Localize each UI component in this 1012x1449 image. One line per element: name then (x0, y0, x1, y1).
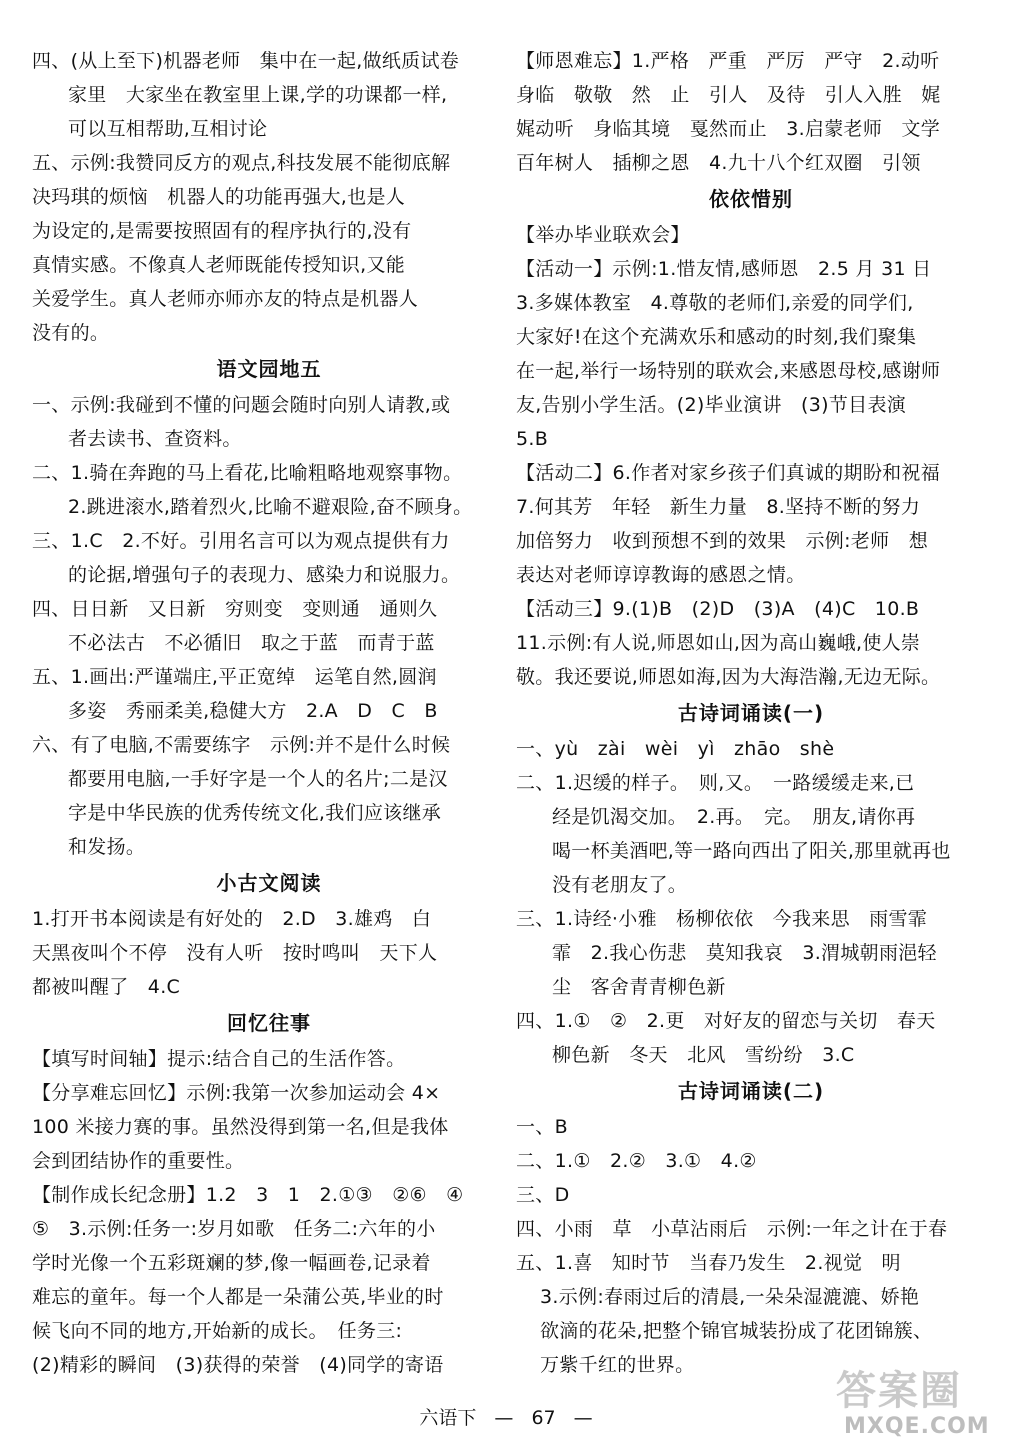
answer-line: 【制作成长纪念册】1.2 3 1 2.①③ ②⑥ ④ (32, 1184, 464, 1206)
watermark-logo (830, 1368, 1000, 1444)
answer-line: 【举办毕业联欢会】 (516, 224, 690, 246)
answer-line: 5.B (516, 428, 549, 450)
answer-line: 百年树人 插柳之恩 4.九十八个红双圈 引领 (516, 152, 921, 174)
answer-line: 真情实感。不像真人老师既能传授知识,又能 (32, 254, 406, 276)
answer-line: 都要用电脑,一手好字是一个人的名片;二是汉 (68, 768, 448, 790)
answer-line: 六、有了电脑,不需要练字 示例:并不是什么时候 (32, 734, 451, 756)
answer-line: 关爱学生。真人老师亦师亦友的特点是机器人 (32, 288, 419, 310)
page-number: 67 (531, 1407, 556, 1429)
answer-line: 加倍努力 收到预想不到的效果 示例:老师 想 (516, 530, 929, 552)
section-heading: 语文园地五 (216, 357, 322, 381)
answer-line: 候飞向不同的地方,开始新的成长。 任务三: (32, 1320, 403, 1342)
footer-label: 六语下 (419, 1407, 477, 1429)
answer-line: 没有老朋友了。 (552, 874, 688, 896)
answer-line: 一、yù zài wèi yì zhāo shè (516, 738, 835, 760)
answer-line: 可以互相帮助,互相讨论 (68, 118, 268, 140)
answer-line: 表达对老师谆谆教诲的感恩之情。 (516, 564, 806, 586)
footer-dash-left: — (494, 1407, 514, 1429)
answer-line: 不必法古 不必循旧 取之于蓝 而青于蓝 (68, 632, 435, 654)
section-heading: 依依惜别 (709, 187, 793, 211)
answer-line: 四、1.① ② 2.更 对好友的留恋与关切 春天 (516, 1010, 936, 1032)
answer-line: 五、示例:我赞同反方的观点,科技发展不能彻底解 (32, 152, 451, 174)
answer-line: 3.多媒体教室 4.尊敬的老师们,亲爱的同学们, (516, 292, 914, 314)
answer-line: 没有的。 (32, 322, 110, 344)
answer-line: 为设定的,是需要按照固有的程序执行的,没有 (32, 220, 412, 242)
answer-line: 1.打开书本阅读是有好处的 2.D 3.雄鸡 白 (32, 908, 432, 930)
answer-line: 字是中华民族的优秀传统文化,我们应该继承 (68, 802, 442, 824)
answer-line: 7.何其芳 年轻 新生力量 8.坚持不断的努力 (516, 496, 921, 518)
answer-line: 【活动三】9.(1)B (2)D (3)A (4)C 10.B (516, 598, 920, 620)
answer-line: 【填写时间轴】提示:结合自己的生活作答。 (32, 1048, 406, 1070)
answer-line: 天黑夜叫个不停 没有人听 按时鸣叫 天下人 (32, 942, 438, 964)
answer-line: 三、D (516, 1184, 570, 1206)
right-column (516, 44, 986, 1382)
answer-line: 四、日日新 又日新 穷则变 变则通 通则久 (32, 598, 438, 620)
answer-line: 友,告别小学生活。(2)毕业演讲 (3)节目表演 (516, 394, 907, 416)
answer-line: 学时光像一个五彩斑斓的梦,像一幅画卷,记录着 (32, 1252, 431, 1274)
answer-line: 多姿 秀丽柔美,稳健大方 2.A D C B (68, 700, 438, 722)
answer-line: 100 米接力赛的事。虽然没得到第一名,但是我体 (32, 1116, 449, 1138)
answer-line: (2)精彩的瞬间 (3)获得的荣誉 (4)同学的寄语 (32, 1354, 444, 1376)
answer-line: 二、1.骑在奔跑的马上看花,比喻粗略地观察事物。 (32, 462, 463, 484)
answer-line: 会到团结协作的重要性。 (32, 1150, 245, 1172)
section-heading: 古诗词诵读(一) (677, 701, 825, 725)
answer-line: 3.示例:春雨过后的清晨,一朵朵湿漉漉、娇艳 (540, 1286, 920, 1308)
answer-line: 敬。我还要说,师恩如海,因为大海浩瀚,无边无际。 (516, 666, 941, 688)
answer-line: 11.示例:有人说,师恩如山,因为高山巍峨,使人崇 (516, 632, 921, 654)
answer-line: 四、(从上至下)机器老师 集中在一起,做纸质试卷 (32, 50, 460, 72)
answer-line: 家里 大家坐在教室里上课,学的功课都一样, (68, 84, 448, 106)
watermark-url: MXQE.COM (844, 1414, 990, 1439)
answer-line: 大家好!在这个充满欢乐和感动的时刻,我们聚集 (516, 326, 917, 348)
answer-line: 五、1.画出:严谨端庄,平正宽绰 运笔自然,圆润 (32, 666, 437, 688)
answer-line: 柳色新 冬天 北风 雪纷纷 3.C (552, 1044, 855, 1066)
answer-line: 【师恩难忘】1.严格 严重 严厉 严守 2.动听 (516, 50, 940, 72)
answer-line: 身临 敬敬 然 止 引人 及待 引人入胜 娓 (516, 84, 941, 106)
answer-line: 【活动一】示例:1.惜友情,感师恩 2.5 月 31 日 (516, 258, 932, 280)
answer-line: 霏 2.我心伤悲 莫知我哀 3.渭城朝雨浥轻 (552, 942, 937, 964)
left-column (32, 44, 506, 1382)
answer-line: 娓动听 身临其境 戛然而止 3.启蒙老师 文学 (516, 118, 941, 140)
answer-line: 的论据,增强句子的表现力、感染力和说服力。 (68, 564, 461, 586)
watermark-text: 答案圈 (836, 1368, 962, 1414)
section-heading: 小古文阅读 (216, 871, 322, 895)
answer-line: 五、1.喜 知时节 当春乃发生 2.视觉 明 (516, 1252, 901, 1274)
answer-line: 二、1.① 2.② 3.① 4.② (516, 1150, 757, 1172)
answer-line: 欲滴的花朵,把整个锦官城装扮成了花团锦簇、 (540, 1320, 933, 1342)
answer-line: 【活动二】6.作者对家乡孩子们真诚的期盼和祝福 (516, 462, 941, 484)
answer-line: 经是饥渴交加。 2.再。 完。 朋友,请你再 (552, 806, 916, 828)
answer-line: 三、1.C 2.不好。引用名言可以为观点提供有力 (32, 530, 450, 552)
answer-line: 难忘的童年。每一个人都是一朵蒲公英,毕业的时 (32, 1286, 444, 1308)
answer-line: 一、B (516, 1116, 568, 1138)
answer-line: 【分享难忘回忆】示例:我第一次参加运动会 4× (32, 1082, 441, 1104)
answer-line: 都被叫醒了 4.C (32, 976, 181, 998)
section-heading: 古诗词诵读(二) (677, 1079, 825, 1103)
answer-line: 和发扬。 (68, 836, 146, 858)
answer-line: 者去读书、查资料。 (68, 428, 242, 450)
answer-line: 在一起,举行一场特别的联欢会,来感恩母校,感谢师 (516, 360, 941, 382)
answer-line: 二、1.迟缓的样子。 则,又。 一路缓缓走来,已 (516, 772, 915, 794)
answer-line: 决玛琪的烦恼 机器人的功能再强大,也是人 (32, 186, 406, 208)
answer-line: 万紫千红的世界。 (540, 1354, 695, 1376)
answer-line: 四、小雨 草 小草沾雨后 示例:一年之计在于春 (516, 1218, 948, 1240)
answer-line: ⑤ 3.示例:任务一:岁月如歌 任务二:六年的小 (32, 1218, 436, 1240)
answer-line: 一、示例:我碰到不懂的问题会随时向别人请教,或 (32, 394, 451, 416)
answer-line: 2.跳进滚水,踏着烈火,比喻不避艰险,奋不顾身。 (68, 496, 473, 518)
footer-dash-right: — (573, 1407, 593, 1429)
answer-line: 尘 客舍青青柳色新 (552, 976, 726, 998)
answer-line: 三、1.诗经·小雅 杨柳依依 今我来思 雨雪霏 (516, 908, 928, 930)
answer-line: 喝一杯美酒吧,等一路向西出了阳关,那里就再也 (552, 840, 951, 862)
section-heading: 回忆往事 (227, 1011, 311, 1035)
